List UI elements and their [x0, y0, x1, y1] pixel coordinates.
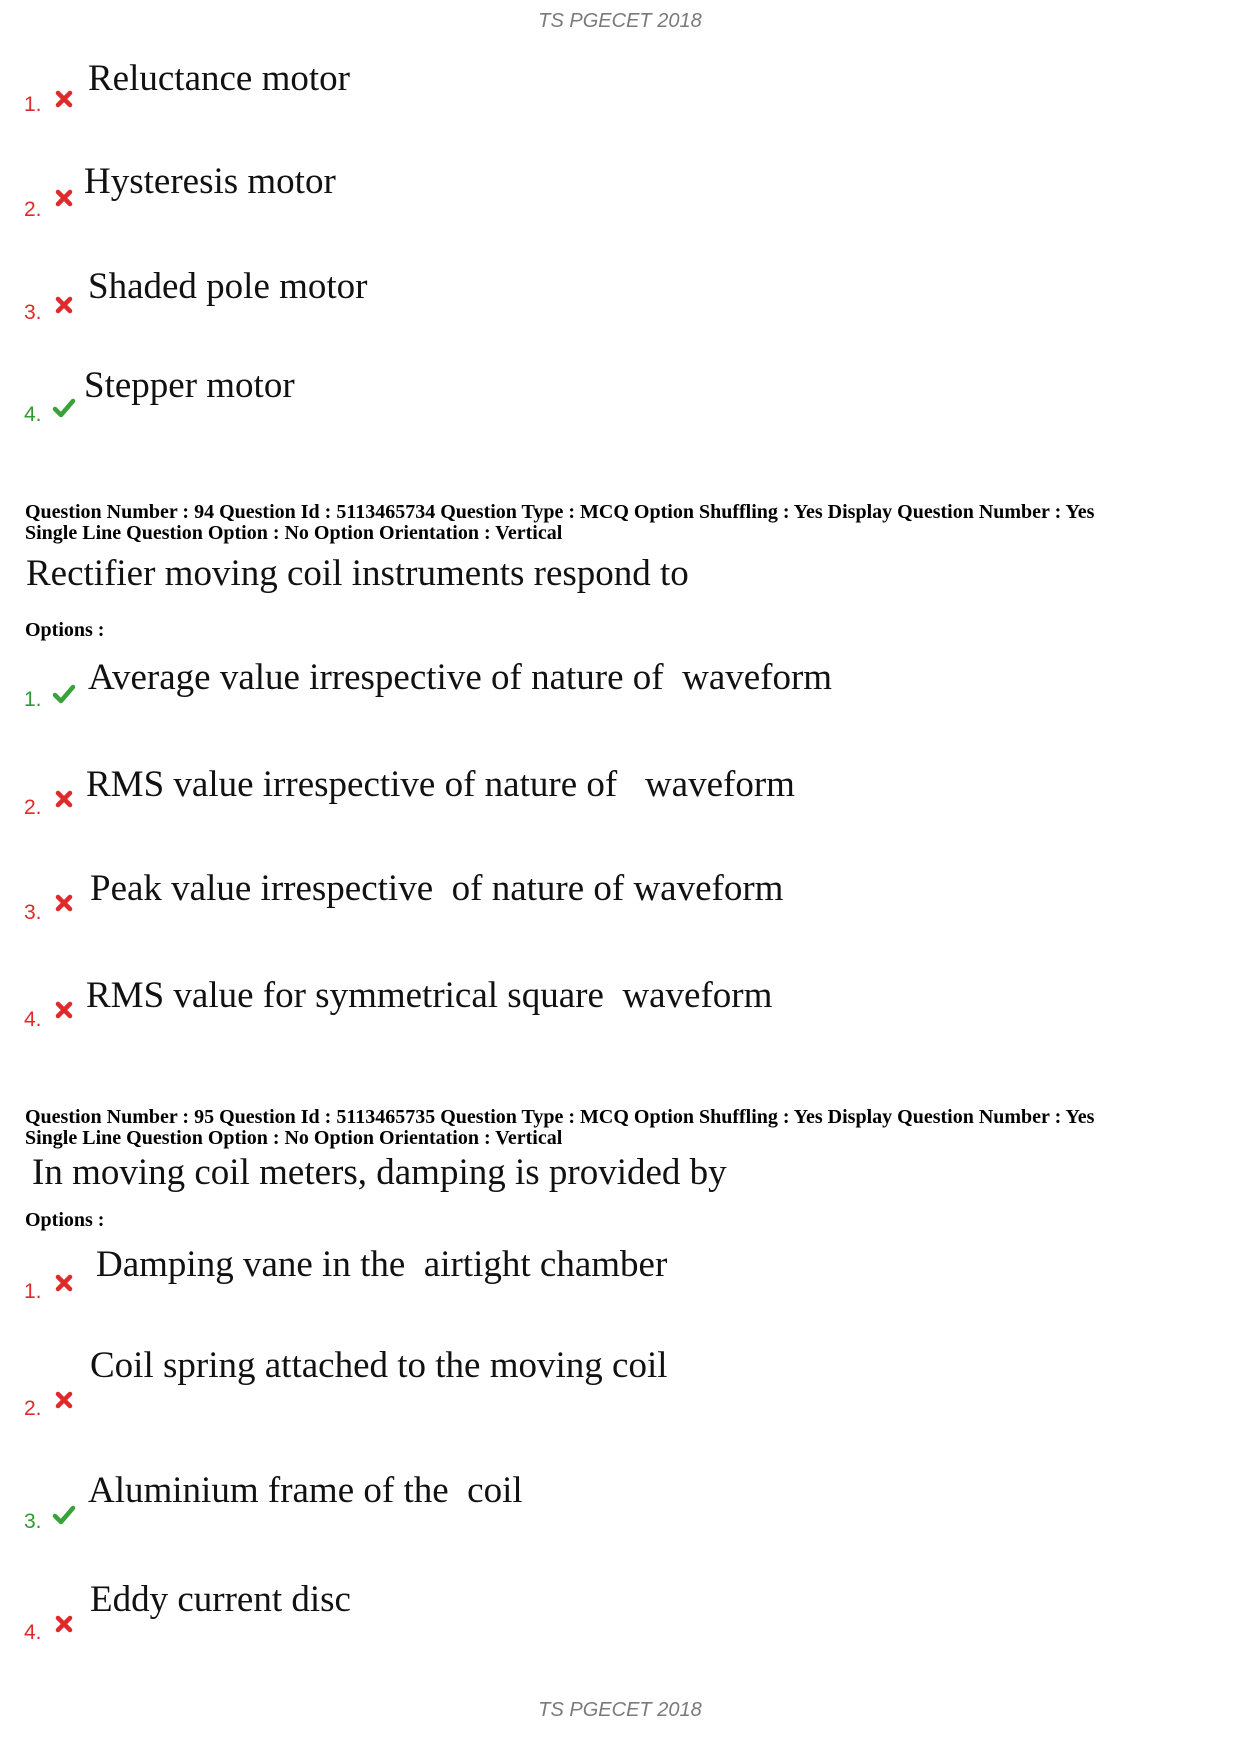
option-item [0, 1345, 1240, 1420]
option-item [0, 975, 1240, 1035]
cross-icon [52, 1272, 76, 1294]
checkmark-icon [52, 397, 76, 419]
option-number: 4. [24, 1621, 42, 1644]
option-item [0, 163, 1240, 223]
option-number: 3. [24, 1510, 42, 1533]
option-text: Aluminium frame of the coil [88, 1470, 523, 1511]
option-text: Coil spring attached to the moving coil [90, 1345, 668, 1386]
page-footer: TS PGECET 2018 [538, 1699, 702, 1721]
option-number: 1. [24, 93, 42, 116]
option-text: Peak value irrespective of nature of waveform [90, 868, 784, 909]
option-item [0, 268, 1240, 328]
option-text: Average value irrespective of nature of waveform [88, 657, 833, 698]
option-item [0, 367, 1240, 427]
question-meta-line1: Question Number : 95 Question Id : 5113465735 Question Type : MCQ Option Shuffling : Yes Display Question Number : Yes [25, 1106, 1095, 1128]
question-meta-line1: Question Number : 94 Question Id : 5113465734 Question Type : MCQ Option Shuffling : Yes Display Question Number : Yes [25, 501, 1095, 523]
option-number: 1. [24, 1280, 42, 1303]
option-text: Reluctance motor [88, 58, 350, 99]
checkmark-icon [52, 1504, 76, 1526]
option-number: 4. [24, 403, 42, 426]
cross-icon [52, 788, 76, 810]
question-meta-line2: Single Line Question Option : No Option Orientation : Vertical [25, 1127, 563, 1149]
option-number: 3. [24, 901, 42, 924]
option-item [0, 868, 1240, 928]
cross-icon [52, 892, 76, 914]
question-meta-line2: Single Line Question Option : No Option Orientation : Vertical [25, 522, 563, 544]
option-text: Hysteresis motor [84, 161, 336, 202]
options-label: Options : [25, 1209, 105, 1231]
option-text: Stepper motor [84, 365, 295, 406]
option-item [0, 764, 1240, 824]
option-item [0, 657, 1240, 717]
options-label: Options : [25, 619, 105, 641]
checkmark-icon [52, 683, 76, 705]
option-item [0, 1569, 1240, 1644]
option-item [0, 58, 1240, 118]
option-number: 2. [24, 1397, 42, 1420]
cross-icon [52, 1613, 76, 1635]
option-text: Shaded pole motor [88, 266, 368, 307]
option-number: 2. [24, 198, 42, 221]
question-text: In moving coil meters, damping is provided by [32, 1152, 727, 1193]
option-text: RMS value irrespective of nature of waveform [86, 764, 795, 805]
option-number: 1. [24, 688, 42, 711]
question-meta [25, 502, 1215, 544]
option-text: Eddy current disc [90, 1579, 351, 1620]
option-item [0, 1456, 1240, 1533]
cross-icon [52, 88, 76, 110]
question-meta [25, 1107, 1215, 1149]
option-text: RMS value for symmetrical square waveform [86, 975, 773, 1016]
option-number: 3. [24, 301, 42, 324]
option-number: 2. [24, 796, 42, 819]
cross-icon [52, 1389, 76, 1411]
option-number: 4. [24, 1008, 42, 1031]
cross-icon [52, 294, 76, 316]
question-text: Rectifier moving coil instruments respond to [26, 553, 689, 594]
option-text: Damping vane in the airtight chamber [96, 1244, 668, 1285]
option-item [0, 1244, 1240, 1304]
page-header: TS PGECET 2018 [538, 10, 702, 32]
cross-icon [52, 187, 76, 209]
cross-icon [52, 999, 76, 1021]
